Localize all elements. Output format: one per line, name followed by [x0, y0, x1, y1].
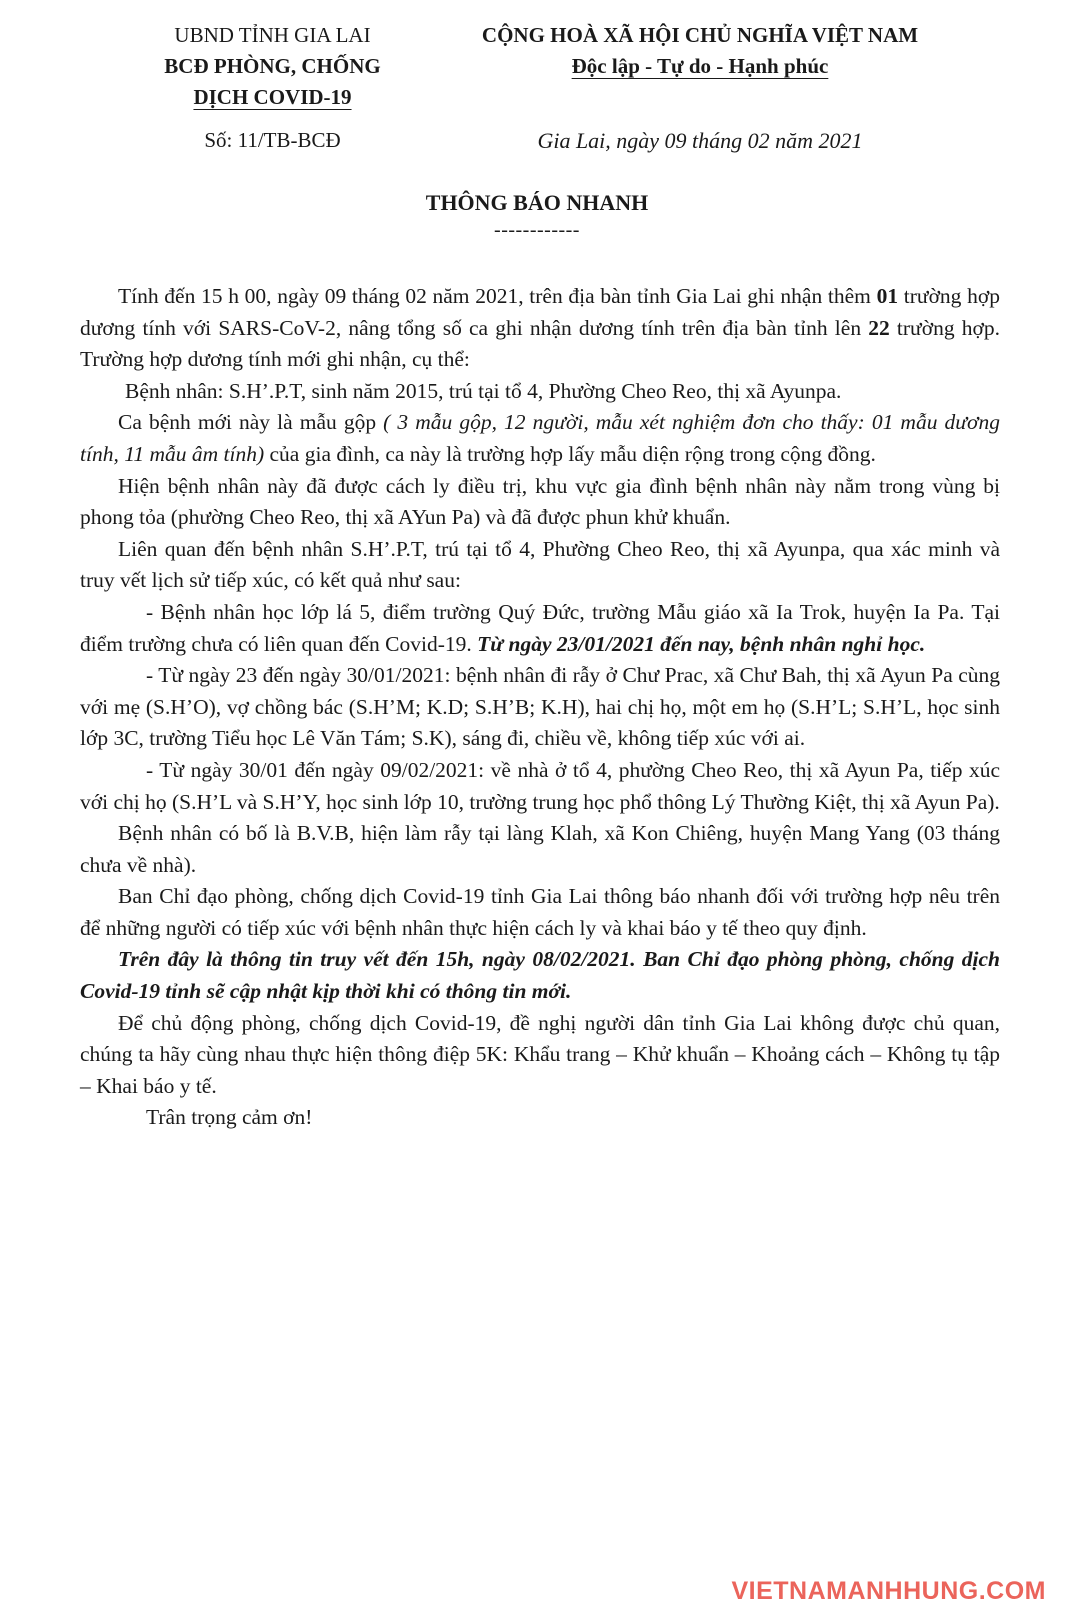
paragraph-father: Bệnh nhân có bố là B.V.B, hiện làm rẫy tại làng Klah, xã Kon Chiêng, huyện Mang Yang (03 tháng chưa về nhà).: [80, 821, 1000, 877]
paragraph-farm-trip: - Từ ngày 23 đến ngày 30/01/2021: bệnh nhân đi rẫy ở Chư Prac, xã Chư Bah, thị xã Ayun Pa cùng với mẹ (S.H’O), vợ chồng bác (S.H’M; K.D; S.H’B; K.H), hai chị họ, một em họ (S.H’L; S.H’L, học sinh lớp 3C, trường Tiểu học Lê Văn Tám; S.K), sáng đi, chiều về, không tiếp xúc với ai.: [80, 663, 1000, 751]
paragraph-5k-message: Để chủ động phòng, chống dịch Covid-19, đề nghị người dân tỉnh Gia Lai không được chủ quan, chúng ta hãy cùng nhau thực hiện thông điệp 5K: Khẩu trang – Khử khuẩn – Khoảng cách – Không tụ tập – Khai báo y tế.: [80, 1010, 1000, 1098]
authority-line-1: UBND TỈNH GIA LAI: [174, 23, 371, 47]
paragraph-home-contacts: - Từ ngày 30/01 đến ngày 09/02/2021: về nhà ở tổ 4, phường Cheo Reo, thị xã Ayun Pa, tiếp xúc với chị họ (S.H’L và S.H’Y, học sinh lớp 10, trường trung học phổ thông Lý Thường Kiệt, thị xã Ayun Pa).: [80, 757, 1000, 814]
paragraph-sample: Ca bệnh mới này là mẫu gộp ( 3 mẫu gộp, 12 người, mẫu xét nghiệm đơn cho thấy: 01 mẫu dương tính, 11 mẫu âm tính) của gia đình, ca này là trường hợp lấy mẫu diện rộng trong cộng đồng.: [80, 410, 1000, 466]
document-body: [80, 281, 1000, 1134]
document-number: Số: 11/TB-BCĐ: [204, 128, 341, 152]
paragraph-summary: Tính đến 15 h 00, ngày 09 tháng 02 năm 2021, trên địa bàn tỉnh Gia Lai ghi nhận thêm 01 trường hợp dương tính với SARS-CoV-2, nâng tổng số ca ghi nhận dương tính trên địa bàn tỉnh lên 22 trường hợp. Trường hợp dương tính mới ghi nhận, cụ thể:: [80, 284, 1000, 372]
paragraph-closing: Trân trọng cảm ơn!: [146, 1105, 313, 1130]
paragraph-isolation: Hiện bệnh nhân này đã được cách ly điều trị, khu vực gia đình bệnh nhân này nằm trong vùng bị phong tỏa (phường Cheo Reo, thị xã AYun Pa) và đã được phun khử khuẩn.: [80, 473, 1000, 530]
issuing-authority: [130, 20, 415, 113]
national-motto: [425, 20, 975, 82]
document-title: THÔNG BÁO NHANH: [425, 190, 649, 215]
authority-line-3: DỊCH COVID-19: [193, 85, 352, 109]
paragraph-tracing: Liên quan đến bệnh nhân S.H’.P.T, trú tại tổ 4, Phường Cheo Reo, thị xã Ayunpa, qua xác minh và truy vết lịch sử tiếp xúc, có kết quả như sau:: [80, 536, 1000, 593]
paragraph-school: - Bệnh nhân học lớp lá 5, điểm trường Quý Đức, trường Mẫu giáo xã Ia Trok, huyện Ia Pa. Tại điểm trường chưa có liên quan đến Covid-19. Từ ngày 23/01/2021 đến nay, bệnh nhân nghỉ học.: [80, 599, 1000, 656]
total-cases-count: 22: [868, 315, 890, 340]
title-divider: ------------: [494, 219, 580, 241]
paragraph-notice: Ban Chỉ đạo phòng, chống dịch Covid-19 tỉnh Gia Lai thông báo nhanh đối với trường hợp nêu trên để những người có tiếp xúc với bệnh nhân thực hiện cách ly và khai báo y tế theo quy định.: [80, 884, 1000, 940]
document-date: Gia Lai, ngày 09 tháng 02 năm 2021: [537, 128, 863, 153]
site-watermark: VIETNAMANHHUNG.COM: [731, 1577, 1046, 1605]
country-name: CỘNG HOÀ XÃ HỘI CHỦ NGHĨA VIỆT NAM: [481, 23, 919, 47]
paragraph-patient: Bệnh nhân: S.H’.P.T, sinh năm 2015, trú tại tổ 4, Phường Cheo Reo, thị xã Ayunpa.: [125, 378, 842, 403]
authority-line-2: BCĐ PHÒNG, CHỐNG: [164, 54, 381, 78]
new-cases-count: 01: [876, 284, 899, 308]
motto: Độc lập - Tự do - Hạnh phúc: [571, 54, 829, 78]
paragraph-update: Trên đây là thông tin truy vết đến 15h, ngày 08/02/2021. Ban Chỉ đạo phòng phòng, chống dịch Covid-19 tỉnh sẽ cập nhật kịp thời khi có thông tin mới.: [80, 947, 1000, 1004]
